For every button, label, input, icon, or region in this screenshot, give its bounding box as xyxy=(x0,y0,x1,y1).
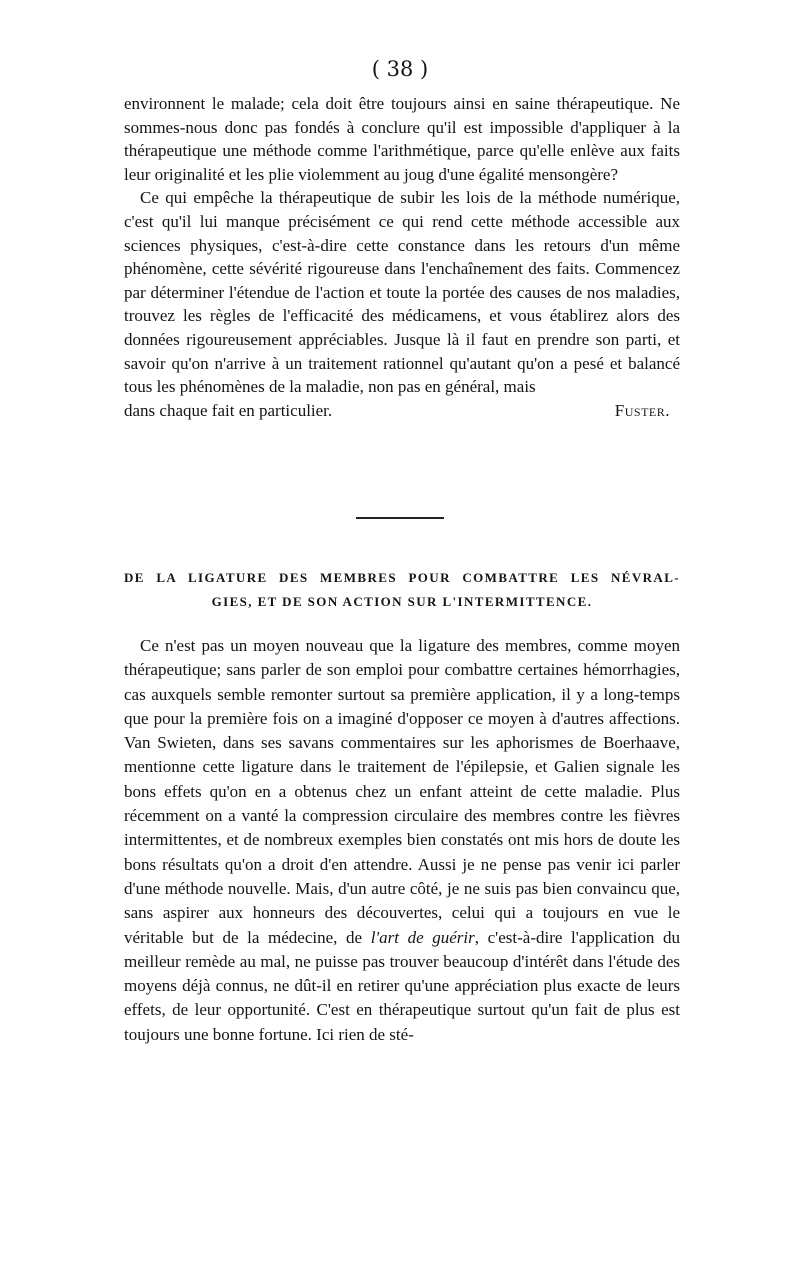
author-signature: Fuster. xyxy=(614,400,670,420)
section-separator xyxy=(356,517,444,519)
paragraph-continued: environnent le malade; cela doit être toujours ainsi en saine thérapeutique. Ne sommes-nous donc pas fondés à conclure qu'il est impossible d'appliquer à la thérapeutique une méthode comme l'arithmétique, parce qu'elle enlève aux faits leur originalité et les plie violemment au joug d'une égalité mensongère? xyxy=(124,94,680,184)
paragraph-closing-line: dans chaque fait en particulier. xyxy=(124,400,333,420)
signature-line xyxy=(124,399,680,423)
article-heading xyxy=(124,566,680,614)
article-italic-phrase: l'art de guérir xyxy=(370,927,475,947)
article-heading-line-2: GIES, ET DE SON ACTION SUR L'INTERMITTENCE. xyxy=(211,594,593,609)
article-paragraph xyxy=(124,634,680,1047)
page-number: ( 38 ) xyxy=(371,57,429,81)
article-text-part-1: Ce n'est pas un moyen nouveau que la ligature des membres, comme moyen thérapeutique; sans parler de son emploi pour combattre certaines hémorrhagies, cas auxquels semble remonter surtout sa première application, il y a long-temps que pour la première fois on a imaginé d'opposer ce moyen à d'autres affections. Van Swieten, dans ses savans commentaires sur les aphorismes de Boerhaave, mentionne cette ligature dans le traitement de l'épilepsie, et Galien signale les bons effets qu'on en a obtenus chez un enfant atteint de cette maladie. Plus récemment on a vanté la compression circulaire des membres contre les fièvres intermittentes, et de nombreux exemples bien constatés ont mis hors de doute les bons résultats qu'on a droit d'en attendre. Aussi je ne pense pas venir ici parler d'une méthode nouvelle. Mais, d'un autre côté, je ne suis pas bien convaincu que, sans aspirer aux honneurs des découvertes, celui qui a toujours en vue le véritable but de la médecine, de xyxy=(124,636,680,947)
top-section xyxy=(124,92,680,422)
article-text-part-2: , c'est-à-dire l'application du meilleur remède au mal, ne puisse pas trouver beaucoup d'intérêt dans l'étude des moyens déjà connus, ne dût-il en retirer qu'une appréciation plus exacte de leurs effets, de leur opportunité. C'est en thérapeutique surtout qu'un fait de plus est toujours une bonne fortune. Ici rien de sté- xyxy=(124,927,681,1044)
paragraph-therapeutique: Ce qui empêche la thérapeutique de subir les lois de la méthode numérique, c'est qu'il lui manque précisément ce qui rend cette méthode accessible aux sciences physiques, c'est-à-dire cette constance dans les retours d'un même phénomène, cette sévérité rigoureuse dans l'enchaînement des faits. Commencez par déterminer l'étendue de l'action et toute la portée des causes de nos maladies, trouvez les règles de l'efficacité des médicamens, et vous établirez alors des données rigoureusement appréciables. Jusque là il faut en prendre son parti, et savoir qu'on n'arrive à un traitement rationnel qu'autant qu'on a pesé et balancé tous les phénomènes de la maladie, non pas en général, mais xyxy=(124,188,680,397)
article-body xyxy=(124,634,680,1047)
article-heading-line-1: DE LA LIGATURE DES MEMBRES POUR COMBATTRE LES NÉVRAL- xyxy=(124,570,680,585)
